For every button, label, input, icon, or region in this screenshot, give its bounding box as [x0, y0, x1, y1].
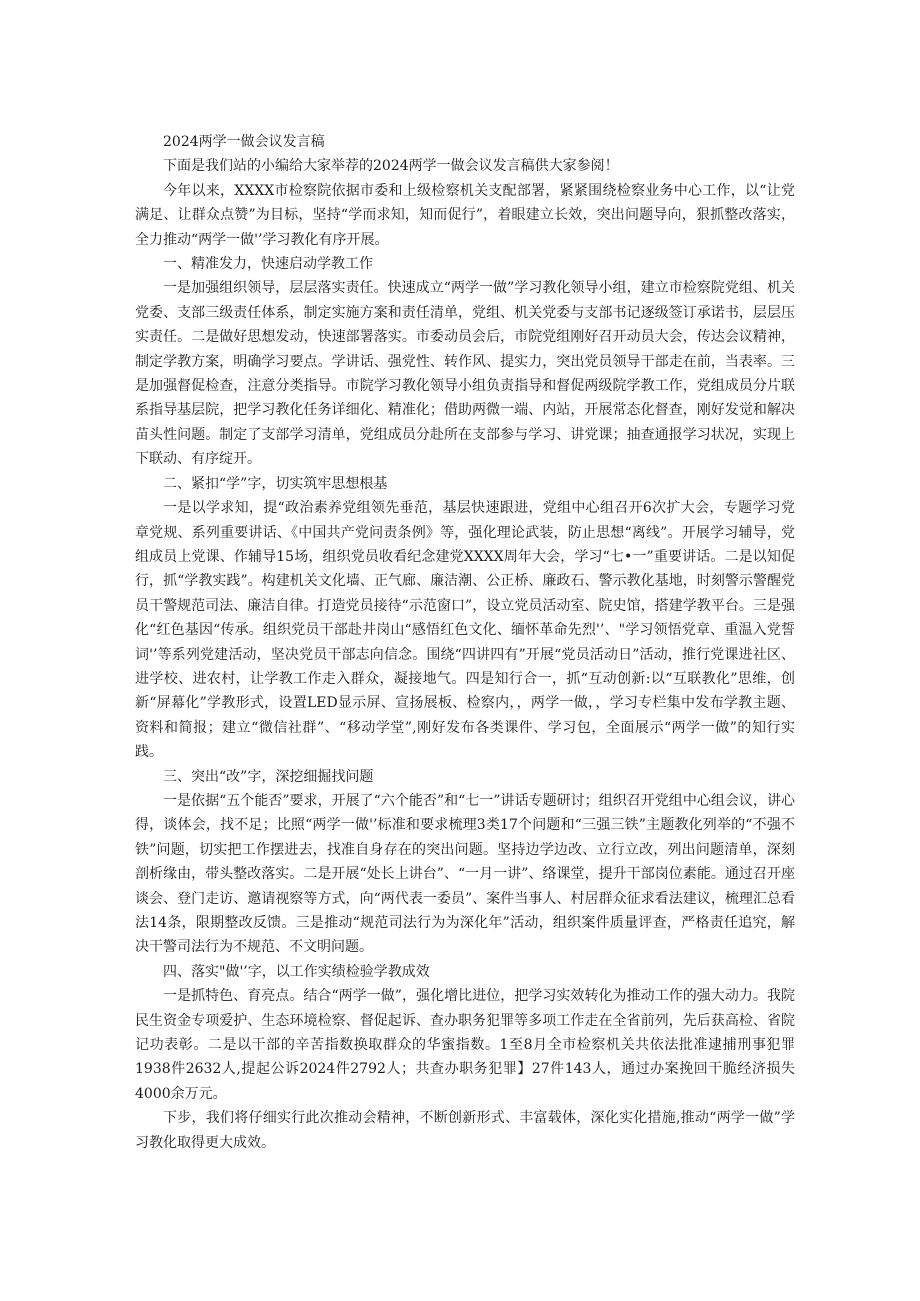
section-3-body: 一是依据“五个能否”要求，开展了“六个能否”和“七一”讲话专题研讨；组织召开党组中心组会议，讲心得，谈体会，找不足；比照“两学一做'’标准和要求梳理3类17个问题和“三强三铁”主题教化列举的“不强不铁”问题，切实把工作摆进去，找准自身存在的突出问题。坚持边学边改、立行立改，列出问题清单，深刻剖析缘由，带头整改落实。二是开展“处长上讲台”、“一月一讲”、络课堂，提升干部岗位素能。通过召开座谈会、登门走访、邀请视察等方式，向“两代表一委员”、案件当事人、村居群众征求看法建议，梳理汇总看法14条，限期整改反馈。三是推动“规范司法行为为深化年”活动，组织案件质量评查，严格责任追究，解决干警司法行为不规范、不文明问题。 [135, 792, 795, 956]
section-3-heading: 三、突出“改”字，深挖细掘找问题 [163, 768, 374, 785]
document-title: 2024两学一做会议发言稿 [163, 134, 325, 150]
closing-paragraph: 下步，我们将仔细实行此次推动会精神，不断创新形式、丰富载体，深化实化措施,推动“两学一做”学习教化取得更大成效。 [135, 1110, 795, 1151]
section-2-body: 一是以学求知，提“政治素养党组领先垂范，基层快速跟进，党组中心组召开6次扩大会，专题学习党章党规、系列重要讲话、《中国共产党问责条例》等，强化理论武装，防止思想“离线”。开展学习辅导，党组成员上党课、作辅导15场，组织党员收看纪念建党XXXX周年大会，学习“七•一”重要讲话。二是以知促行，抓“学教实践”。构建机关文化墙、正气廊、廉洁潮、公正桥、廉政石、警示教化基地，时刻警示警醒党员干警规范司法、廉洁自律。打造党员接待“示范窗口”，设立党员活动室、院史馆，搭建学教平台。三是强化“红色基因“传承。组织党员干部赴井岗山“感悟红色文化、缅怀革命先烈'’、"学习领悟党章、重温入党誓词'’等系列党建活动，坚决党员干部志向信念。围绕“四讲四有”开展“党员活动日”活动，推行党课进社区、进学校、进农村，让学教工作走入群众，凝接地气。四是知行合一，抓“互动创新:以“互联教化”思维，创新“屏幕化”学教形式，设置LED显示屏、宣扬展板、检察内，，两学一做，，学习专栏集中发布学教主题、资料和简报；建立“微信社群”、“移动学堂”,刚好发布各类课件、学习包，全面展示“两学一做”的知行实践。 [135, 500, 795, 761]
section-2-heading: 二、紧扣“学”字，切实筑牢思想根基 [163, 475, 388, 492]
section-1-heading: 一、精准发力，快速启动学教工作 [163, 256, 373, 273]
section-4-heading: 四、落实"做'’字，以工作实绩检验学教成效 [163, 963, 430, 980]
document-page [135, 130, 795, 1155]
section-4-body: 一是抓特色、育亮点。结合“两学一做”，强化增比进位，把学习实效转化为推动工作的强大动力。我院民生资金专项爱护、生态环境检察、督促起诉、查办职务犯罪等多项工作走在全省前列，先后获高检、省院记功表彰。二是以干部的辛苦指数换取群众的华蜜指数。1至8月全市检察机关共依法批准逮捕刑事犯罪1938件2632人,提起公诉2024件2792人；共查办职务犯罪】27件143人，通过办案挽回干脆经济损失4000余万元。 [135, 988, 795, 1102]
intro-paragraph: 下面是我们站的小编给大家举荐的2024两学一做会议发言稿供大家参阅！ [163, 158, 619, 175]
opening-paragraph: 今年以来，XXXX市检察院依据市委和上级检察机关支配部署，紧紧围绕检察业务中心工作，以“让党满足、让群众点赞”为目标，坚持“学而求知，知而促行”，着眼建立长效，突出问题导向，狠抓整改落实，全力推动“两学一做'’学习教化有序开展。 [135, 182, 795, 248]
section-1-body: 一是加强组织领导，层层落实责任。快速成立“两学一做”学习教化领导小组，建立市检察院党组、机关党委、支部三级责任体系，制定实施方案和责任清单，党组、机关党委与支部书记逐级签订承诺书，层层压实责任。二是做好思想发动，快速部署落实。市委动员会后，市院党组刚好召开动员大会，传达会议精神，制定学教方案，明确学习要点。学讲话、强党性、转作风、提实力，突出党员领导干部走在前，当表率。三是加强督促检查，注意分类指导。市院学习教化领导小组负责指导和督促两级院学教工作，党组成员分片联系指导基层院，把学习教化任务详细化、精准化；借助两微一端、内站，开展常态化督查，刚好发觉和解决苗头性问题。制定了支部学习清单，党组成员分赴所在支部参与学习、讲党课；抽查通报学习状况，实现上下联动、有序绽开。 [135, 280, 795, 468]
